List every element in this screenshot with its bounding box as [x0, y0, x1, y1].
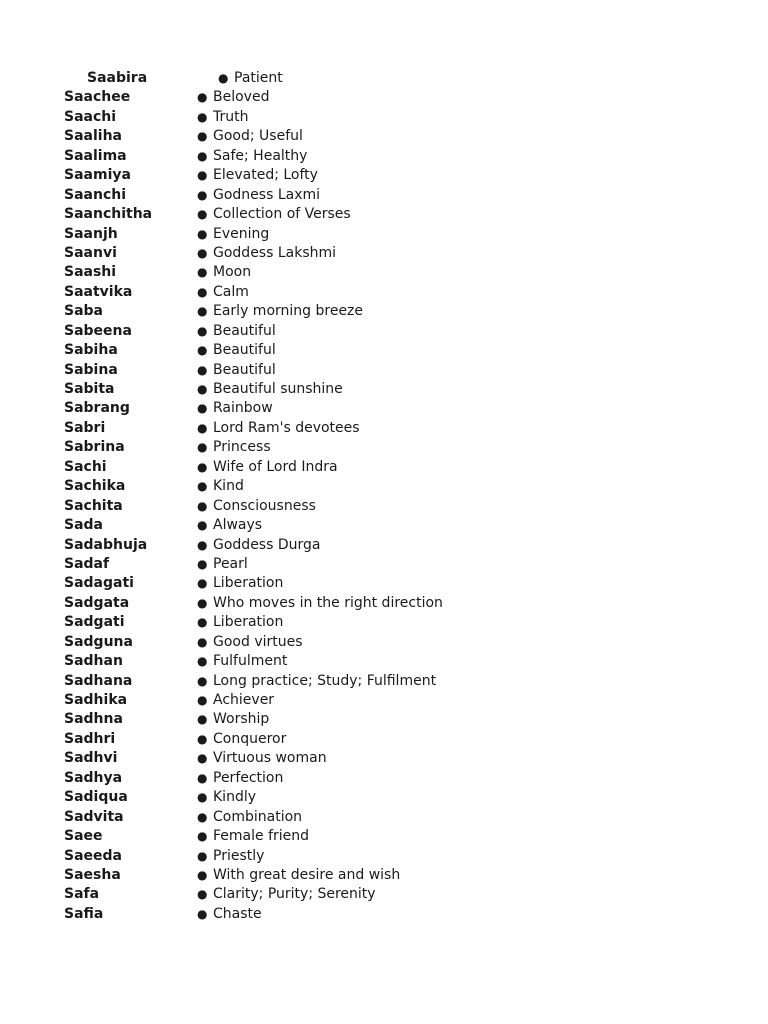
meaning-text: Goddess Durga — [213, 536, 321, 553]
name-meaning-list — [0, 69, 768, 924]
meaning-text: Moon — [213, 264, 252, 281]
name-label: Sadguna — [64, 633, 133, 650]
list-item — [0, 594, 768, 613]
name-label: Sadhya — [64, 769, 123, 786]
meaning-text: Lord Ram's devotees — [213, 419, 360, 436]
list-item — [0, 866, 768, 885]
bullet-icon: ● — [197, 867, 208, 882]
bullet-icon: ● — [197, 537, 208, 552]
list-item — [0, 555, 768, 574]
meaning-text: Perfection — [213, 769, 284, 786]
meaning-text: Achiever — [213, 692, 275, 708]
name-label: Sadhana — [64, 672, 133, 689]
bullet-icon: ● — [197, 440, 208, 455]
meaning-text: Beloved — [213, 89, 270, 106]
name-label: Sadaf — [64, 555, 110, 572]
name-label: Sadgata — [64, 594, 130, 611]
list-item — [0, 341, 768, 360]
name-label: Saesha — [64, 866, 121, 883]
list-item — [0, 147, 768, 166]
meaning-text: Combination — [213, 808, 303, 825]
bullet-icon: ● — [218, 71, 229, 85]
bullet-icon: ● — [197, 323, 208, 338]
bullet-icon: ● — [197, 265, 208, 280]
meaning-text: Godness Laxmi — [213, 186, 321, 203]
meaning-text: Elevated; Lofty — [213, 167, 318, 184]
meaning-text: Clarity; Purity; Serenity — [213, 886, 376, 903]
bullet-icon: ● — [197, 90, 208, 105]
meaning-text: Female friend — [213, 828, 310, 845]
list-item — [0, 205, 768, 224]
list-item — [0, 399, 768, 418]
bullet-icon: ● — [197, 906, 208, 921]
name-label: Sadvita — [64, 808, 124, 825]
meaning-text: Chaste — [213, 905, 262, 922]
list-item — [0, 574, 768, 593]
list-item — [0, 263, 768, 282]
meaning-text: Wife of Lord Indra — [213, 458, 338, 475]
meaning-text: Patient — [234, 70, 283, 86]
list-item — [0, 419, 768, 438]
meaning-text: Calm — [213, 283, 249, 300]
list-item — [0, 730, 768, 749]
name-label: Saaliha — [64, 128, 122, 145]
name-label: Sadhvi — [64, 750, 118, 767]
name-label: Saee — [64, 828, 103, 845]
bullet-icon: ● — [197, 693, 208, 707]
meaning-text: Safe; Healthy — [213, 147, 308, 164]
name-label: Sabiha — [64, 342, 118, 359]
bullet-icon: ● — [197, 673, 208, 688]
name-label: Saeeda — [64, 847, 122, 864]
list-item — [0, 69, 768, 88]
meaning-text: Kind — [213, 478, 244, 495]
bullet-icon: ● — [197, 770, 208, 785]
list-item — [0, 691, 768, 710]
list-item — [0, 88, 768, 107]
list-item — [0, 710, 768, 729]
bullet-icon: ● — [197, 887, 208, 902]
list-item — [0, 808, 768, 827]
name-label: Sachika — [64, 478, 126, 495]
list-item — [0, 652, 768, 671]
name-label: Saanchitha — [64, 206, 153, 223]
bullet-icon: ● — [197, 595, 208, 610]
name-label: Sada — [64, 517, 103, 534]
name-label: Sadgati — [64, 614, 125, 631]
meaning-text: Virtuous woman — [213, 750, 327, 767]
meaning-text: Pearl — [213, 555, 248, 572]
meaning-text: Liberation — [213, 614, 284, 631]
name-label: Sachita — [64, 497, 123, 514]
meaning-text: Beautiful sunshine — [213, 381, 343, 397]
list-item — [0, 283, 768, 302]
meaning-text: Who moves in the right direction — [213, 594, 443, 611]
meaning-text: Rainbow — [213, 400, 273, 417]
list-item — [0, 672, 768, 691]
bullet-icon: ● — [197, 343, 208, 358]
meaning-text: Liberation — [213, 575, 284, 592]
name-label: Sabrina — [64, 439, 125, 456]
list-item — [0, 302, 768, 321]
name-label: Sadhri — [64, 730, 116, 747]
meaning-text: Kindly — [213, 789, 257, 806]
meaning-text: Evening — [213, 225, 270, 242]
meaning-text: Goddess Lakshmi — [213, 244, 337, 261]
list-item — [0, 905, 768, 924]
list-item — [0, 166, 768, 185]
bullet-icon: ● — [197, 226, 208, 241]
bullet-icon: ● — [197, 362, 208, 377]
list-item — [0, 847, 768, 866]
bullet-icon: ● — [197, 129, 208, 144]
list-item — [0, 827, 768, 846]
bullet-icon: ● — [197, 829, 208, 844]
name-label: Sabita — [64, 381, 115, 397]
bullet-icon: ● — [197, 498, 208, 513]
name-label: Saachee — [64, 89, 131, 106]
bullet-icon: ● — [197, 634, 208, 649]
name-label: Sadhan — [64, 653, 123, 670]
list-item — [0, 127, 768, 146]
bullet-icon: ● — [197, 518, 208, 533]
bullet-icon: ● — [197, 148, 208, 163]
bullet-icon: ● — [197, 187, 208, 202]
meaning-text: Worship — [213, 711, 270, 728]
bullet-icon: ● — [197, 420, 208, 435]
list-item — [0, 108, 768, 127]
name-label: Sadagati — [64, 575, 134, 592]
name-label: Safa — [64, 886, 100, 903]
bullet-icon: ● — [197, 109, 208, 124]
bullet-icon: ● — [197, 304, 208, 319]
name-label: Saashi — [64, 264, 117, 281]
meaning-text: Truth — [213, 108, 249, 125]
list-item — [0, 361, 768, 380]
bullet-icon: ● — [197, 576, 208, 591]
name-label: Saanjh — [64, 225, 118, 242]
name-label: Saanvi — [64, 244, 117, 261]
name-label: Sadiqua — [64, 789, 128, 806]
list-item — [0, 633, 768, 652]
name-label: Saanchi — [64, 186, 127, 203]
bullet-icon: ● — [197, 751, 208, 766]
bullet-icon: ● — [197, 401, 208, 416]
meaning-text: Good; Useful — [213, 128, 303, 145]
meaning-text: Fulfulment — [213, 653, 288, 670]
meaning-text: Always — [213, 517, 263, 534]
list-item — [0, 458, 768, 477]
list-item — [0, 516, 768, 535]
list-item — [0, 322, 768, 341]
bullet-icon: ● — [197, 731, 208, 746]
name-label: Saamiya — [64, 167, 131, 184]
list-item — [0, 438, 768, 457]
list-item — [0, 885, 768, 904]
meaning-text: Long practice; Study; Fulfilment — [213, 672, 437, 689]
name-label: Sadhna — [64, 711, 123, 728]
meaning-text: Early morning breeze — [213, 303, 364, 320]
name-label: Sabina — [64, 361, 118, 378]
name-label: Saalima — [64, 147, 127, 164]
bullet-icon: ● — [197, 459, 208, 474]
name-label: Sabeena — [64, 322, 132, 339]
bullet-icon: ● — [197, 207, 208, 222]
meaning-text: Conqueror — [213, 730, 287, 747]
meaning-text: Beautiful — [213, 361, 276, 378]
list-item — [0, 225, 768, 244]
list-item — [0, 769, 768, 788]
bullet-icon: ● — [197, 712, 208, 727]
meaning-text: With great desire and wish — [213, 866, 401, 883]
list-item — [0, 380, 768, 399]
bullet-icon: ● — [197, 556, 208, 571]
meaning-text: Priestly — [213, 847, 265, 864]
bullet-icon: ● — [197, 168, 208, 183]
name-label: Saba — [64, 303, 103, 320]
list-item — [0, 749, 768, 768]
bullet-icon: ● — [197, 284, 208, 299]
meaning-text: Beautiful — [213, 342, 276, 359]
name-label: Sadabhuja — [64, 536, 148, 553]
name-label: Saabira — [87, 70, 148, 86]
name-label: Saachi — [64, 108, 117, 125]
name-label: Safia — [64, 905, 104, 922]
bullet-icon: ● — [197, 809, 208, 824]
list-item — [0, 613, 768, 632]
list-item — [0, 788, 768, 807]
bullet-icon: ● — [197, 382, 208, 396]
meaning-text: Princess — [213, 439, 271, 456]
name-label: Saatvika — [64, 283, 133, 300]
list-item — [0, 497, 768, 516]
name-label: Sadhika — [64, 692, 128, 708]
name-label: Sachi — [64, 458, 107, 475]
list-item — [0, 477, 768, 496]
meaning-text: Consciousness — [213, 497, 316, 514]
name-label: Sabri — [64, 419, 106, 436]
bullet-icon: ● — [197, 790, 208, 805]
meaning-text: Collection of Verses — [213, 206, 351, 223]
list-item — [0, 536, 768, 555]
bullet-icon: ● — [197, 848, 208, 863]
meaning-text: Good virtues — [213, 633, 303, 650]
bullet-icon: ● — [197, 245, 208, 260]
list-item — [0, 186, 768, 205]
list-item — [0, 244, 768, 263]
bullet-icon: ● — [197, 479, 208, 494]
bullet-icon: ● — [197, 654, 208, 669]
bullet-icon: ● — [197, 615, 208, 630]
meaning-text: Beautiful — [213, 322, 276, 339]
name-label: Sabrang — [64, 400, 130, 417]
